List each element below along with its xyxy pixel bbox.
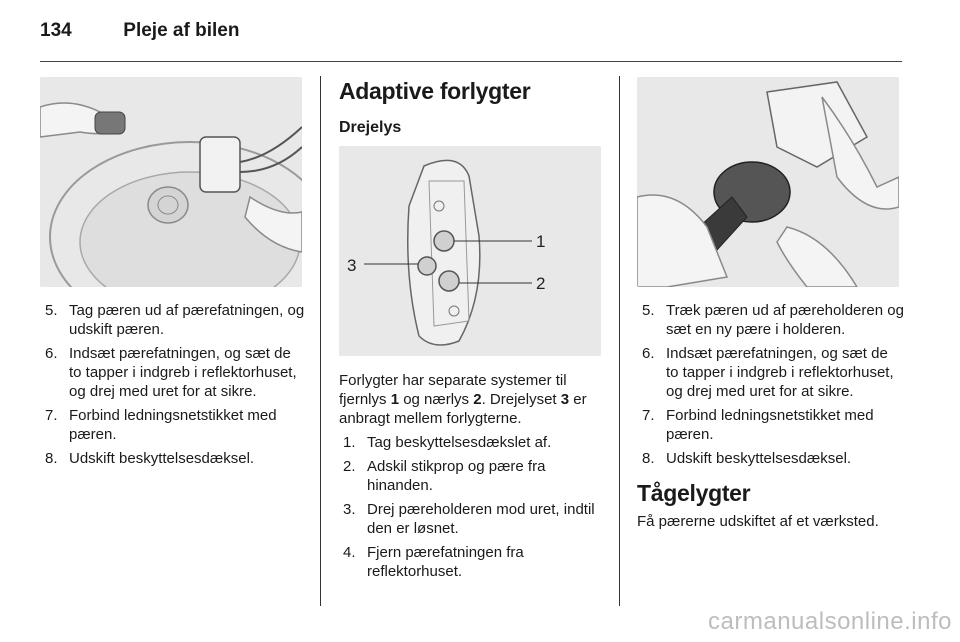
callout-label-3: 3 [347, 256, 357, 275]
intro-text: og nærlys [399, 391, 474, 408]
step-text: Træk pæren ud af pæreholderen og sæt en ny pære i holderen. [666, 302, 904, 338]
list-item [343, 543, 605, 581]
middle-step-list [343, 433, 605, 586]
bulb-holder-drawing [637, 77, 899, 287]
step-text: Adskil stikprop og pære fra hinanden. [367, 458, 546, 494]
column-divider-right [619, 76, 620, 606]
page-header [40, 20, 239, 42]
fog-lights-text: Få pærerne udskiftet af et værksted. [637, 513, 879, 530]
list-item [642, 344, 904, 401]
step-text: Tag beskyttelsesdækslet af. [367, 434, 552, 451]
ref-number: 3 [560, 391, 570, 408]
bulb-removal-illustration [40, 77, 302, 287]
ref-number: 2 [473, 391, 482, 408]
step-number: 4. [343, 544, 356, 561]
step-text: Forbind ledningsnetstikket med pæren. [69, 407, 277, 443]
list-item [642, 406, 904, 444]
step-number: 5. [642, 302, 655, 319]
page-title: Pleje af bilen [123, 20, 240, 41]
intro-text: Forlygter har separate systemer til fjernlys [339, 372, 567, 408]
step-text: Indsæt pærefatningen, og sæt de to tapper i indgreb i reflektorhuset, og drej med uret for at sikre. [666, 345, 894, 400]
headlight-drawing [339, 146, 601, 356]
step-text: Udskift beskyttelsesdæksel. [666, 450, 852, 467]
step-number: 8. [642, 450, 655, 467]
list-item [642, 449, 904, 468]
step-number: 3. [343, 501, 356, 518]
ref-number: 1 [390, 391, 400, 408]
step-number: 6. [642, 345, 655, 362]
list-item [45, 301, 307, 339]
watermark: carmanualsonline.info [708, 608, 952, 635]
list-item [343, 457, 605, 495]
step-number: 7. [642, 407, 655, 424]
list-item [45, 406, 307, 444]
step-number: 7. [45, 407, 58, 424]
list-item [343, 433, 605, 452]
intro-paragraph [339, 371, 607, 428]
step-number: 8. [45, 450, 58, 467]
section-heading-fog-lights: Tågelygter [637, 480, 751, 506]
step-number: 2. [343, 458, 356, 475]
list-item [45, 344, 307, 401]
step-number: 5. [45, 302, 58, 319]
section-heading-adaptive-headlights: Adaptive forlygter [339, 78, 531, 104]
intro-text: er anbragt mellem forlygterne. [339, 391, 587, 427]
step-text: Forbind ledningsnetstikket med pæren. [666, 407, 874, 443]
callout-label-2: 2 [536, 274, 546, 293]
header-rule [40, 61, 902, 62]
bulb-removal-drawing [40, 77, 302, 287]
step-text: Drej pæreholderen mod uret, indtil den er løsnet. [367, 501, 595, 537]
callout-label-1: 1 [536, 232, 546, 251]
left-step-list [45, 301, 307, 473]
intro-text: . Drejelyset [481, 391, 561, 408]
step-text: Tag pæren ud af pærefatningen, og udskift pæren. [69, 302, 305, 338]
step-number: 6. [45, 345, 58, 362]
list-item [45, 449, 307, 468]
step-text: Fjern pærefatningen fra reflektorhuset. [367, 544, 524, 580]
page-number: 134 [40, 20, 72, 41]
step-number: 1. [343, 434, 356, 451]
list-item [343, 500, 605, 538]
step-text: Indsæt pærefatningen, og sæt de to tapper i indgreb i reflektorhuset, og drej med uret for at sikre. [69, 345, 297, 400]
subheading-cornering-light: Drejelys [339, 119, 402, 136]
bulb-holder-illustration [637, 77, 899, 287]
right-step-list [642, 301, 904, 473]
step-text: Udskift beskyttelsesdæksel. [69, 450, 255, 467]
column-divider-left [320, 76, 321, 606]
headlight-diagram [339, 146, 601, 356]
list-item [642, 301, 904, 339]
